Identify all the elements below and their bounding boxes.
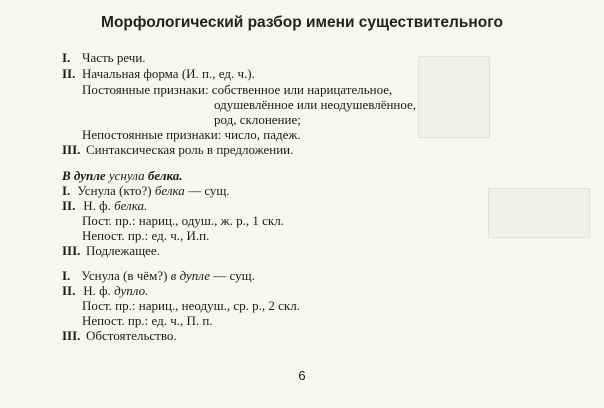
line-text: Обстоятельство. bbox=[86, 328, 177, 343]
line-text: Уснула (в чём?) bbox=[81, 268, 168, 283]
scheme-text: Синтаксическая роль в предложении. bbox=[86, 142, 294, 157]
example1-const: Пост. пр.: нариц., одуш., ж. р., 1 скл. bbox=[82, 213, 284, 228]
roman-numeral: II. bbox=[62, 66, 76, 81]
initial-form: дупло. bbox=[114, 283, 149, 298]
roman-numeral: II. bbox=[62, 283, 76, 298]
roman-numeral: I. bbox=[62, 268, 71, 283]
scheme-line-7 bbox=[62, 142, 293, 157]
page-number: 6 bbox=[298, 368, 306, 383]
roman-numeral: I. bbox=[62, 183, 71, 198]
example2-const: Пост. пр.: нариц., неодуш., ср. р., 2 скл. bbox=[82, 298, 300, 313]
scheme-line-5: род, склонение; bbox=[214, 112, 301, 127]
example1-line-iii bbox=[62, 243, 160, 258]
sentence-part: белка. bbox=[147, 168, 183, 183]
line-text: — сущ. bbox=[188, 183, 230, 198]
line-text: Н. ф. bbox=[83, 283, 111, 298]
bleed-through-table bbox=[418, 56, 490, 138]
scheme-line-6: Непостоянные признаки: число, падеж. bbox=[82, 127, 301, 142]
bleed-through-box bbox=[488, 188, 590, 238]
scheme-line-3: Постоянные признаки: собственное или нарицательное, bbox=[82, 82, 393, 97]
example2-line-i bbox=[62, 268, 255, 283]
roman-numeral: III. bbox=[62, 142, 81, 157]
scheme-line-2 bbox=[62, 66, 255, 81]
sentence-part: В дупле bbox=[62, 168, 106, 183]
roman-numeral: III. bbox=[62, 328, 81, 343]
line-text: Н. ф. bbox=[83, 198, 111, 213]
page-title: Морфологический разбор имени существительного bbox=[101, 14, 503, 31]
roman-numeral: III. bbox=[62, 243, 81, 258]
example1-nonconst: Непост. пр.: ед. ч., И.п. bbox=[82, 228, 210, 243]
roman-numeral: II. bbox=[62, 198, 76, 213]
line-text: Подлежащее. bbox=[86, 243, 160, 258]
example2-nonconst: Непост. пр.: ед. ч., П. п. bbox=[82, 313, 213, 328]
example1-sentence bbox=[62, 168, 183, 183]
scheme-text: Часть речи. bbox=[82, 50, 146, 65]
example2-line-iii bbox=[62, 328, 177, 343]
line-text: Уснула (кто?) bbox=[77, 183, 152, 198]
roman-numeral: I. bbox=[62, 50, 71, 65]
example1-line-i bbox=[62, 183, 230, 198]
analyzed-word: белка bbox=[154, 183, 185, 198]
sentence-part: уснула bbox=[108, 168, 145, 183]
scheme-line-1 bbox=[62, 50, 146, 65]
analyzed-word: в дупле bbox=[170, 268, 211, 283]
scheme-text: Начальная форма (И. п., ед. ч.). bbox=[82, 66, 255, 81]
scheme-line-4: одушевлённое или неодушевлённое, bbox=[214, 97, 417, 112]
line-text: — сущ. bbox=[213, 268, 255, 283]
example1-line-ii bbox=[62, 198, 147, 213]
initial-form: белка. bbox=[114, 198, 148, 213]
example2-line-ii bbox=[62, 283, 148, 298]
